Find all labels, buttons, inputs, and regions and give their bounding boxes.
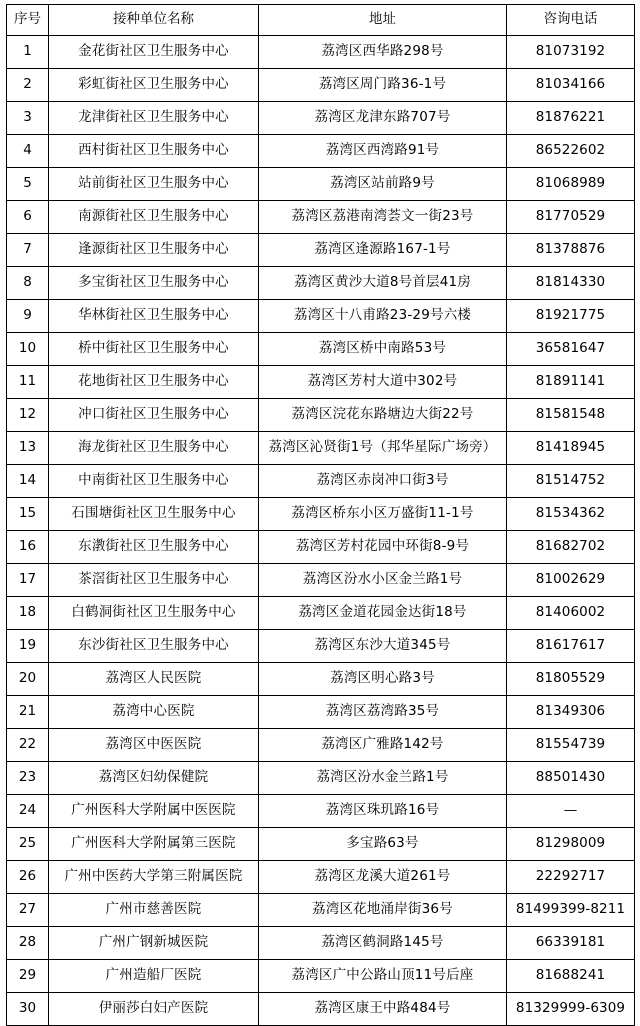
cell-index: 9 [7, 300, 49, 333]
cell-address: 荔湾区东沙大道345号 [259, 630, 507, 663]
cell-site-name: 多宝街社区卫生服务中心 [49, 267, 259, 300]
cell-index: 26 [7, 861, 49, 894]
cell-site-name: 荔湾区人民医院 [49, 663, 259, 696]
cell-address: 荔湾区黄沙大道8号首层41房 [259, 267, 507, 300]
cell-phone: 81921775 [507, 300, 635, 333]
table-row [7, 630, 635, 663]
cell-site-name: 广州造船厂医院 [49, 960, 259, 993]
cell-address: 荔湾区荔湾路35号 [259, 696, 507, 729]
cell-address: 荔湾区广中公路山顶11号后座 [259, 960, 507, 993]
cell-index: 1 [7, 36, 49, 69]
cell-index: 7 [7, 234, 49, 267]
table-row [7, 432, 635, 465]
cell-phone: 81682702 [507, 531, 635, 564]
cell-phone: 81876221 [507, 102, 635, 135]
cell-phone: 81499399-8211 [507, 894, 635, 927]
cell-address: 荔湾区金道花园金达街18号 [259, 597, 507, 630]
cell-address: 荔湾区花地涌岸街36号 [259, 894, 507, 927]
cell-index: 18 [7, 597, 49, 630]
cell-index: 5 [7, 168, 49, 201]
cell-site-name: 海龙街社区卫生服务中心 [49, 432, 259, 465]
cell-index: 24 [7, 795, 49, 828]
table-row [7, 861, 635, 894]
cell-site-name: 茶滘街社区卫生服务中心 [49, 564, 259, 597]
cell-site-name: 广州医科大学附属中医医院 [49, 795, 259, 828]
cell-address: 荔湾区芳村大道中302号 [259, 366, 507, 399]
cell-phone: 81814330 [507, 267, 635, 300]
table-row [7, 828, 635, 861]
cell-index: 28 [7, 927, 49, 960]
cell-site-name: 南源街社区卫生服务中心 [49, 201, 259, 234]
cell-site-name: 华林街社区卫生服务中心 [49, 300, 259, 333]
table-row [7, 201, 635, 234]
cell-site-name: 广州广钢新城医院 [49, 927, 259, 960]
cell-phone: 36581647 [507, 333, 635, 366]
cell-phone: 81805529 [507, 663, 635, 696]
table-row [7, 300, 635, 333]
table-header [7, 5, 635, 36]
cell-index: 11 [7, 366, 49, 399]
cell-address: 荔湾区明心路3号 [259, 663, 507, 696]
cell-address: 荔湾区汾水小区金兰路1号 [259, 564, 507, 597]
cell-phone: 88501430 [507, 762, 635, 795]
cell-index: 25 [7, 828, 49, 861]
cell-index: 15 [7, 498, 49, 531]
table-row [7, 168, 635, 201]
table-row [7, 729, 635, 762]
cell-index: 22 [7, 729, 49, 762]
cell-phone: 86522602 [507, 135, 635, 168]
cell-phone: 81068989 [507, 168, 635, 201]
cell-phone: 81406002 [507, 597, 635, 630]
cell-site-name: 荔湾区中医医院 [49, 729, 259, 762]
column-header-phone: 咨询电话 [507, 5, 635, 36]
cell-site-name: 金花街社区卫生服务中心 [49, 36, 259, 69]
cell-index: 13 [7, 432, 49, 465]
cell-site-name: 冲口街社区卫生服务中心 [49, 399, 259, 432]
cell-address: 荔湾区站前路9号 [259, 168, 507, 201]
cell-address: 荔湾区芳村花园中环街8-9号 [259, 531, 507, 564]
table-row [7, 993, 635, 1026]
cell-address: 荔湾区西华路298号 [259, 36, 507, 69]
table-row [7, 597, 635, 630]
cell-index: 8 [7, 267, 49, 300]
vaccination-sites-table [6, 4, 635, 1026]
cell-site-name: 广州市慈善医院 [49, 894, 259, 927]
column-header-name: 接种单位名称 [49, 5, 259, 36]
column-header-address: 地址 [259, 5, 507, 36]
table-row [7, 531, 635, 564]
table-row [7, 333, 635, 366]
cell-site-name: 花地街社区卫生服务中心 [49, 366, 259, 399]
cell-site-name: 广州中医药大学第三附属医院 [49, 861, 259, 894]
cell-index: 27 [7, 894, 49, 927]
table-row [7, 696, 635, 729]
table-row [7, 465, 635, 498]
table-row [7, 267, 635, 300]
cell-address: 荔湾区鹤洞路145号 [259, 927, 507, 960]
cell-site-name: 中南街社区卫生服务中心 [49, 465, 259, 498]
cell-address: 荔湾区沁贤街1号（邦华星际广场旁） [259, 432, 507, 465]
table-row [7, 960, 635, 993]
cell-phone: 81329999-6309 [507, 993, 635, 1026]
cell-index: 4 [7, 135, 49, 168]
cell-site-name: 石围塘街社区卫生服务中心 [49, 498, 259, 531]
cell-index: 6 [7, 201, 49, 234]
cell-index: 19 [7, 630, 49, 663]
cell-site-name: 桥中街社区卫生服务中心 [49, 333, 259, 366]
cell-index: 30 [7, 993, 49, 1026]
table-row [7, 498, 635, 531]
cell-index: 23 [7, 762, 49, 795]
cell-phone: 22292717 [507, 861, 635, 894]
table-row [7, 234, 635, 267]
table-row [7, 564, 635, 597]
cell-index: 29 [7, 960, 49, 993]
cell-address: 荔湾区赤岗冲口街3号 [259, 465, 507, 498]
table-row [7, 927, 635, 960]
cell-phone: 81770529 [507, 201, 635, 234]
cell-address: 荔湾区荔港南湾荟文一街23号 [259, 201, 507, 234]
cell-address: 荔湾区周门路36-1号 [259, 69, 507, 102]
cell-phone: 66339181 [507, 927, 635, 960]
table-body [7, 36, 635, 1026]
cell-address: 荔湾区桥东小区万盛街11-1号 [259, 498, 507, 531]
cell-phone: 81002629 [507, 564, 635, 597]
cell-address: 荔湾区汾水金兰路1号 [259, 762, 507, 795]
cell-phone: 81688241 [507, 960, 635, 993]
cell-site-name: 广州医科大学附属第三医院 [49, 828, 259, 861]
cell-address: 荔湾区龙津东路707号 [259, 102, 507, 135]
table-row [7, 795, 635, 828]
cell-address: 荔湾区西湾路91号 [259, 135, 507, 168]
cell-index: 12 [7, 399, 49, 432]
cell-phone: 81617617 [507, 630, 635, 663]
table-row [7, 663, 635, 696]
table-row [7, 894, 635, 927]
cell-phone: 81073192 [507, 36, 635, 69]
cell-index: 3 [7, 102, 49, 135]
cell-site-name: 伊丽莎白妇产医院 [49, 993, 259, 1026]
cell-site-name: 荔湾中心医院 [49, 696, 259, 729]
cell-address: 荔湾区十八甫路23-29号六楼 [259, 300, 507, 333]
cell-address: 荔湾区桥中南路53号 [259, 333, 507, 366]
cell-phone: — [507, 795, 635, 828]
cell-phone: 81349306 [507, 696, 635, 729]
cell-index: 10 [7, 333, 49, 366]
cell-site-name: 白鹤洞街社区卫生服务中心 [49, 597, 259, 630]
cell-address: 荔湾区广雅路142号 [259, 729, 507, 762]
cell-index: 20 [7, 663, 49, 696]
cell-address: 荔湾区康王中路484号 [259, 993, 507, 1026]
cell-site-name: 站前街社区卫生服务中心 [49, 168, 259, 201]
cell-address: 荔湾区龙溪大道261号 [259, 861, 507, 894]
table-row [7, 135, 635, 168]
cell-phone: 81298009 [507, 828, 635, 861]
cell-index: 14 [7, 465, 49, 498]
cell-phone: 81034166 [507, 69, 635, 102]
cell-phone: 81891141 [507, 366, 635, 399]
cell-address: 荔湾区珠玑路16号 [259, 795, 507, 828]
table-row [7, 36, 635, 69]
table-row [7, 762, 635, 795]
cell-phone: 81378876 [507, 234, 635, 267]
cell-site-name: 彩虹街社区卫生服务中心 [49, 69, 259, 102]
table-row [7, 102, 635, 135]
cell-address: 多宝路63号 [259, 828, 507, 861]
column-header-index: 序号 [7, 5, 49, 36]
cell-index: 21 [7, 696, 49, 729]
cell-phone: 81418945 [507, 432, 635, 465]
cell-site-name: 荔湾区妇幼保健院 [49, 762, 259, 795]
cell-site-name: 东漖街社区卫生服务中心 [49, 531, 259, 564]
cell-index: 16 [7, 531, 49, 564]
cell-phone: 81514752 [507, 465, 635, 498]
cell-site-name: 龙津街社区卫生服务中心 [49, 102, 259, 135]
table-row [7, 399, 635, 432]
cell-phone: 81581548 [507, 399, 635, 432]
table-row [7, 69, 635, 102]
cell-phone: 81554739 [507, 729, 635, 762]
cell-phone: 81534362 [507, 498, 635, 531]
cell-index: 2 [7, 69, 49, 102]
cell-address: 荔湾区逢源路167-1号 [259, 234, 507, 267]
cell-site-name: 逢源街社区卫生服务中心 [49, 234, 259, 267]
cell-site-name: 西村街社区卫生服务中心 [49, 135, 259, 168]
cell-address: 荔湾区浣花东路塘边大街22号 [259, 399, 507, 432]
table-row [7, 366, 635, 399]
cell-index: 17 [7, 564, 49, 597]
cell-site-name: 东沙街社区卫生服务中心 [49, 630, 259, 663]
table-header-row [7, 5, 635, 36]
